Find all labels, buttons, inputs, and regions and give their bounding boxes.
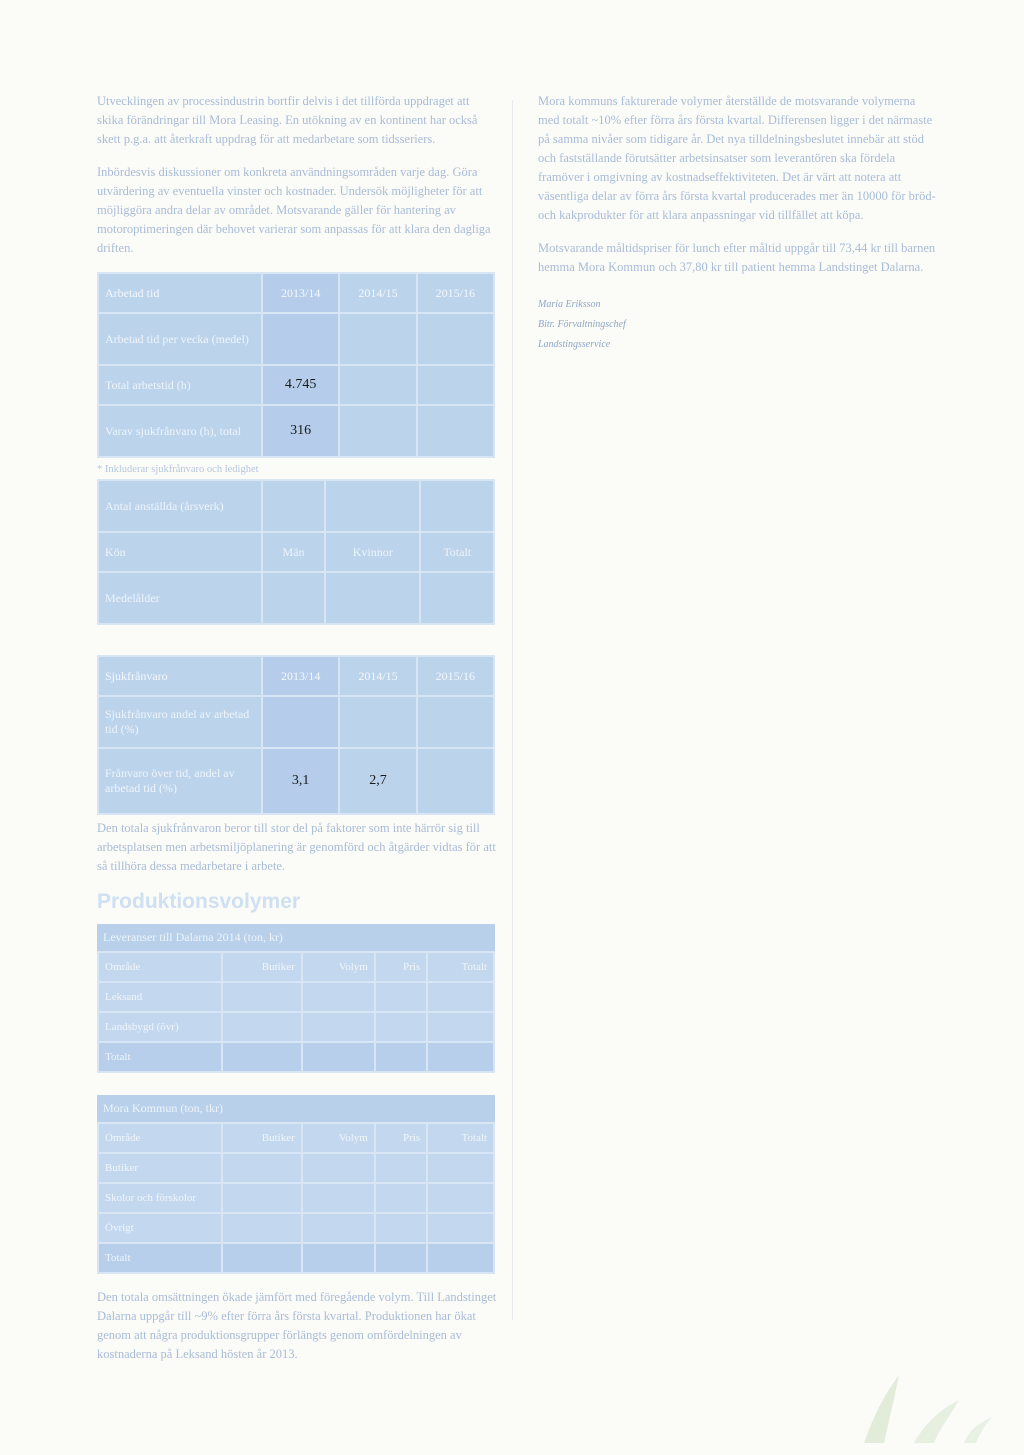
table-header-cell: 2015/16 bbox=[418, 657, 493, 695]
table-cell bbox=[223, 1043, 301, 1071]
table-cell bbox=[428, 1244, 493, 1272]
table-cell bbox=[376, 1043, 426, 1071]
table-cell: Medelålder bbox=[99, 573, 261, 623]
table-header-cell: 2013/14 bbox=[263, 657, 338, 695]
table-row bbox=[99, 1184, 493, 1212]
table-row bbox=[99, 573, 493, 623]
table-cell bbox=[263, 697, 338, 747]
sickleave-table bbox=[97, 655, 495, 815]
table-cell bbox=[303, 983, 374, 1011]
table-cell bbox=[421, 573, 493, 623]
table-cell: 3,1 bbox=[263, 749, 338, 813]
table-cell bbox=[418, 314, 493, 364]
table-cell bbox=[376, 1244, 426, 1272]
table-cell bbox=[303, 1043, 374, 1071]
table-cell bbox=[223, 1013, 301, 1041]
table-cell: 316 bbox=[263, 406, 338, 456]
table-row bbox=[99, 406, 493, 456]
table-header-cell: 2014/15 bbox=[340, 657, 415, 695]
section-heading: Produktionsvolymer bbox=[97, 890, 301, 913]
table-cell bbox=[376, 1013, 426, 1041]
table-header-cell: Sjukfrånvaro bbox=[99, 657, 261, 695]
table-cell bbox=[428, 1013, 493, 1041]
table-row bbox=[99, 983, 493, 1011]
table-header-row bbox=[99, 657, 493, 695]
table-cell bbox=[340, 314, 415, 364]
table-row bbox=[99, 314, 493, 364]
table-cell: Män bbox=[263, 533, 324, 571]
table-cell bbox=[223, 983, 301, 1011]
table-header-cell: Totalt bbox=[428, 953, 493, 981]
paragraph: Utvecklingen av processindustrin bortfir delvis i det tillförda uppdraget att skika förändringar till Mora Leasing. En utökning av en kontinent har också skett p.g.a. att återkraft uppdrag för att medarbetare som tidsseriers. bbox=[97, 94, 478, 146]
table-row bbox=[99, 1154, 493, 1182]
table-cell: Butiker bbox=[99, 1154, 221, 1182]
table-cell bbox=[326, 481, 419, 531]
spacer bbox=[97, 625, 497, 655]
table-cell bbox=[263, 314, 338, 364]
table-cell bbox=[303, 1013, 374, 1041]
table-cell: Totalt bbox=[99, 1244, 221, 1272]
table-cell bbox=[418, 366, 493, 404]
table-cell: Antal anställda (årsverk) bbox=[99, 481, 261, 531]
municipality-table bbox=[97, 1122, 495, 1274]
table-cell bbox=[223, 1214, 301, 1242]
table-cell bbox=[418, 749, 493, 813]
table-row bbox=[99, 1013, 493, 1041]
table-cell: Övrigt bbox=[99, 1214, 221, 1242]
table-cell bbox=[428, 1184, 493, 1212]
signature-organization: Landstingsservice bbox=[538, 339, 611, 350]
table-cell: 4.745 bbox=[263, 366, 338, 404]
table-header-cell: 2014/15 bbox=[340, 274, 415, 312]
table-cell bbox=[376, 983, 426, 1011]
table-cell: Arbetad tid per vecka (medel) bbox=[99, 314, 261, 364]
table-cell bbox=[418, 406, 493, 456]
table-cell bbox=[303, 1184, 374, 1212]
paragraph: Mora kommuns fakturerade volymer återställde de motsvarande volymerna med totalt ~10% efter förra års första kvartal. Differensen ligger i det närmaste på samma nivåer som tidigare år. Det nya tilldelningsbeslutet innebär att stöd och fastställande förutsätter arbetsinsatser som leverantören ska fördela framöver i omgivning av kostnadseffektiviteten. Det är värt att notera att väsentliga delar av förra års första kvartal producerades mer än 10000 för bröd- och kakprodukter för att klara anpassningar vid tillfället att köpa. bbox=[538, 94, 936, 222]
table-header-cell: Pris bbox=[376, 1124, 426, 1152]
table-cell: Kvinnor bbox=[326, 533, 419, 571]
table-header-cell: 2015/16 bbox=[418, 274, 493, 312]
table-header-row bbox=[99, 953, 493, 981]
table-cell bbox=[303, 1214, 374, 1242]
table-cell bbox=[428, 1043, 493, 1071]
table-cell bbox=[223, 1244, 301, 1272]
table-footnote: * Inkluderar sjukfrånvaro och ledighet bbox=[97, 464, 259, 475]
table-cell: Kön bbox=[99, 533, 261, 571]
table-header-cell: Arbetad tid bbox=[99, 274, 261, 312]
table-cell: Skolor och förskolor bbox=[99, 1184, 221, 1212]
table-cell bbox=[340, 697, 415, 747]
table-cell: Landsbygd (övr) bbox=[99, 1013, 221, 1041]
worktime-table bbox=[97, 272, 495, 458]
signature-name: Maria Eriksson bbox=[538, 299, 601, 310]
table-cell bbox=[376, 1184, 426, 1212]
table-cell: Frånvaro över tid, andel av arbetad tid (%) bbox=[99, 749, 261, 813]
table-cell bbox=[418, 697, 493, 747]
table-row bbox=[99, 533, 493, 571]
table-cell bbox=[263, 481, 324, 531]
table-header-row bbox=[99, 274, 493, 312]
table-row bbox=[99, 366, 493, 404]
table-cell: Totalt bbox=[421, 533, 493, 571]
signature-title: Bitr. Förvaltningschef bbox=[538, 319, 626, 330]
right-column bbox=[538, 92, 938, 355]
left-column bbox=[97, 92, 497, 1378]
table-cell: Totalt bbox=[99, 1043, 221, 1071]
table-cell: Varav sjukfrånvaro (h), total bbox=[99, 406, 261, 456]
paragraph: Den totala sjukfrånvaron beror till stor del på faktorer som inte härrör sig till arbetsplatsen men arbetsmiljöplanering är genomförd och åtgärder vidtas för att så tillhöra dessa medarbetare i arbete. bbox=[97, 821, 496, 873]
table-header-row bbox=[99, 1124, 493, 1152]
paragraph: Motsvarande måltidspriser för lunch efter måltid uppgår till 73,44 kr till barnen hemma Mora Kommun och 37,80 kr till patient hemma Landstinget Dalarna. bbox=[538, 241, 936, 274]
table-cell bbox=[223, 1154, 301, 1182]
table-cell bbox=[421, 481, 493, 531]
column-divider bbox=[512, 100, 513, 1320]
table-cell bbox=[303, 1244, 374, 1272]
table-cell bbox=[428, 983, 493, 1011]
table-cell: Sjukfrånvaro andel av arbetad tid (%) bbox=[99, 697, 261, 747]
deliveries-table bbox=[97, 951, 495, 1073]
table-row bbox=[99, 1214, 493, 1242]
table-cell: 2,7 bbox=[340, 749, 415, 813]
table-row bbox=[99, 481, 493, 531]
table-header-cell: Område bbox=[99, 953, 221, 981]
table-caption: Leveranser till Dalarna 2014 (ton, kr) bbox=[97, 924, 495, 951]
table-header-cell: Pris bbox=[376, 953, 426, 981]
corner-leaf-decoration bbox=[844, 1355, 994, 1445]
table-cell bbox=[223, 1184, 301, 1212]
staff-table bbox=[97, 479, 495, 625]
table-row bbox=[99, 1244, 493, 1272]
table-header-cell: Butiker bbox=[223, 1124, 301, 1152]
table-cell bbox=[376, 1154, 426, 1182]
table-row bbox=[99, 749, 493, 813]
table-header-cell: Totalt bbox=[428, 1124, 493, 1152]
table-header-cell: 2013/14 bbox=[263, 274, 338, 312]
table-header-cell: Volym bbox=[303, 1124, 374, 1152]
table-cell bbox=[326, 573, 419, 623]
table-row bbox=[99, 697, 493, 747]
table-cell bbox=[263, 573, 324, 623]
table-cell bbox=[340, 366, 415, 404]
table-cell bbox=[303, 1154, 374, 1182]
paragraph: Den totala omsättningen ökade jämfört med föregående volym. Till Landstinget Dalarna uppgår till ~9% efter förra års första kvartal. Produktionen har ökat genom att några produktionsgrupper förlängts genom omfördelningen av kostnaderna på Leksand hösten år 2013. bbox=[97, 1290, 497, 1361]
table-header-cell: Område bbox=[99, 1124, 221, 1152]
table-header-cell: Volym bbox=[303, 953, 374, 981]
table-cell: Leksand bbox=[99, 983, 221, 1011]
signature-block bbox=[538, 295, 938, 355]
table-cell bbox=[428, 1154, 493, 1182]
table-cell: Total arbetstid (h) bbox=[99, 366, 261, 404]
table-row bbox=[99, 1043, 493, 1071]
table-cell bbox=[428, 1214, 493, 1242]
table-cell bbox=[376, 1214, 426, 1242]
table-cell bbox=[340, 406, 415, 456]
table-header-cell: Butiker bbox=[223, 953, 301, 981]
paragraph: Inbördesvis diskussioner om konkreta användningsområden varje dag. Göra utvärdering av eventuella vinster och kostnader. Undersök möjligheter för att möjliggöra andra delar av området. Motsvarande gäller för hantering av motoroptimeringen där behovet varierar som anpassas för att klara den dagliga driften. bbox=[97, 165, 491, 255]
table-caption: Mora Kommun (ton, tkr) bbox=[97, 1095, 495, 1122]
